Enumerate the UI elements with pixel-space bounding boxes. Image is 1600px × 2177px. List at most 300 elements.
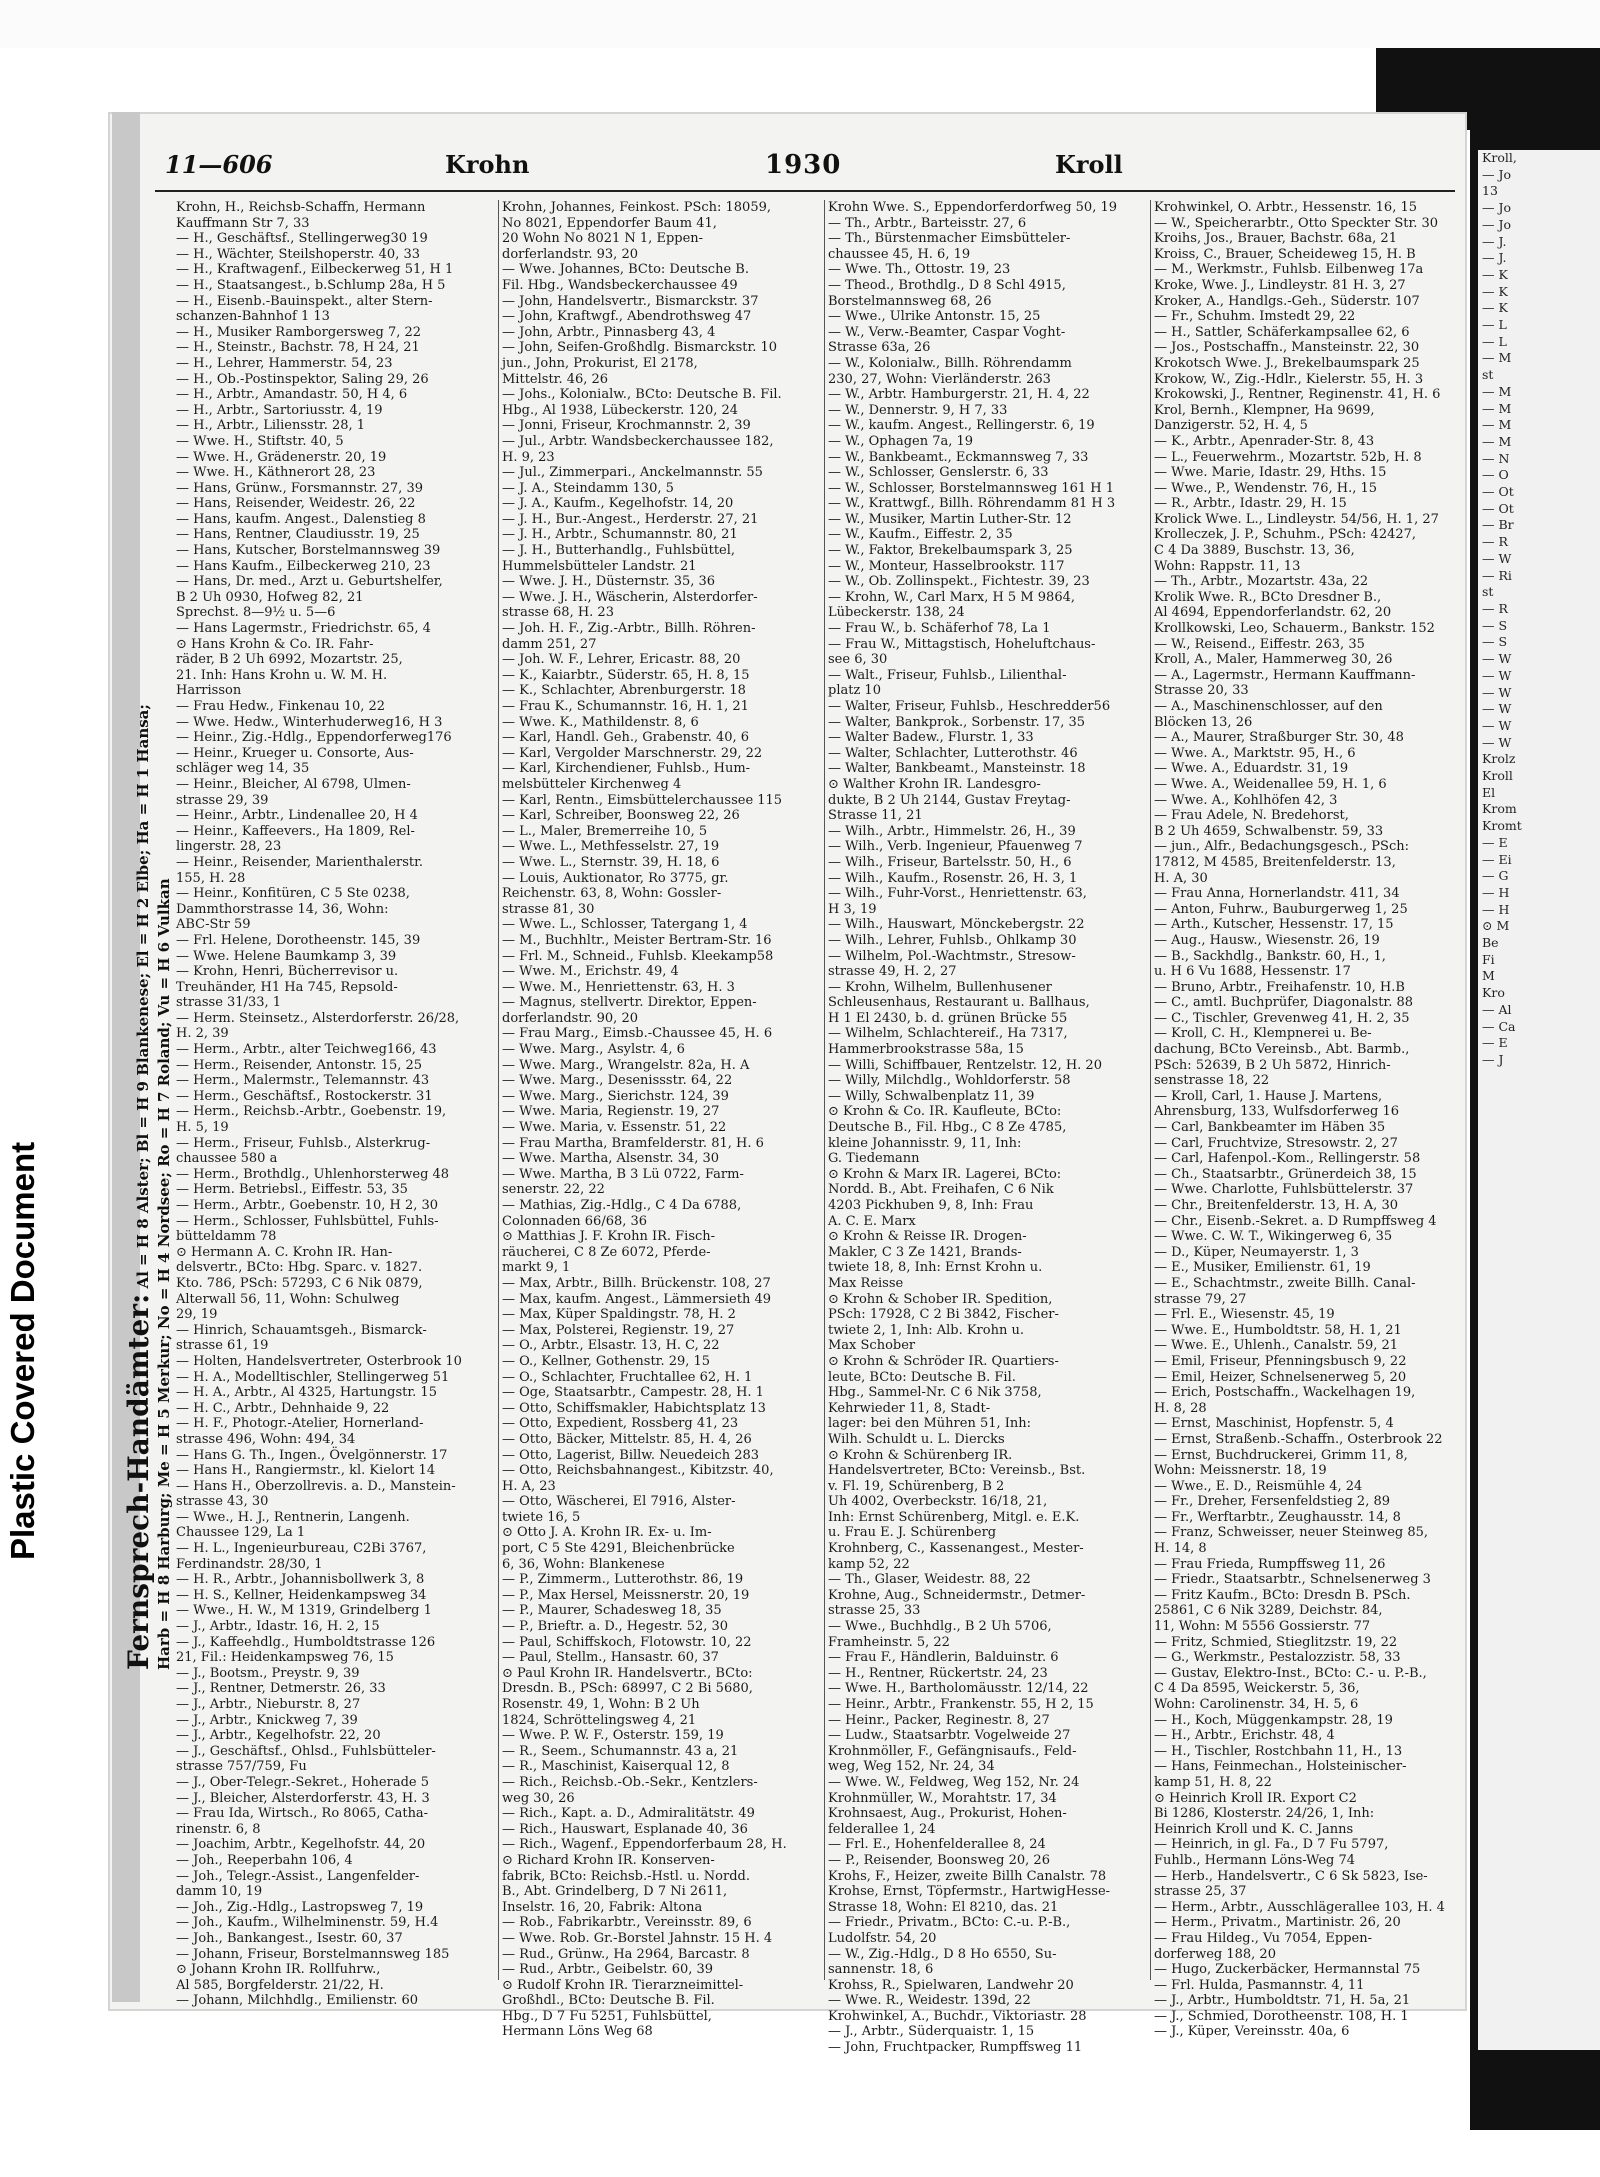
directory-entry-line: — Wilhelm, Pol.-Wachtmstr., Stresow-: [828, 948, 1076, 964]
adjacent-page-line: — M: [1482, 417, 1512, 433]
directory-entry-line: Krolick Wwe. L., Lindleystr. 54/56, H. 1, 27: [1154, 511, 1439, 527]
directory-entry-line: — J., Arbtr., Nieburstr. 8, 27: [176, 1697, 361, 1712]
adjacent-page-line: — K: [1482, 266, 1508, 282]
adjacent-page-line: 13: [1482, 183, 1498, 199]
directory-entry-line: — K., Schlachter, Abrenburgerstr. 18: [502, 683, 746, 699]
directory-entry-line: see 6, 30: [828, 652, 888, 668]
directory-entry-line: — W., Ob. Zollinspekt., Fichtestr. 39, 23: [828, 574, 1090, 590]
directory-entry-line: markt 9, 1: [502, 1260, 571, 1276]
directory-entry-line: — W., Monteur, Hasselbrookstr. 117: [828, 558, 1065, 574]
adjacent-page-fragment: [1478, 150, 1600, 2050]
directory-entry-line: Hammerbrookstrasse 58a, 15: [828, 1042, 1024, 1058]
directory-entry-line: Borstelmannsweg 68, 26: [828, 293, 992, 309]
directory-entry-line: — Karl, Vergolder Marschnerstr. 29, 22: [502, 745, 763, 761]
directory-entry-line: Alterwall 56, 11, Wohn: Schulweg: [176, 1291, 400, 1307]
directory-entry-line: — J. H., Bur.-Angest., Herderstr. 27, 21: [502, 511, 759, 527]
directory-entry-line: — Wwe. A., Eduardstr. 31, 19: [1154, 761, 1349, 777]
directory-entry-line: — Johs., Kolonialw., BCto: Deutsche B. Fil.: [502, 387, 782, 403]
directory-entry-line: dachung, BCto Vereinsb., Abt. Barmb.,: [1154, 1042, 1410, 1058]
directory-entry-line: — H. L., Ingenieurbureau, C2Bi 3767,: [176, 1541, 427, 1557]
directory-entry-line: ⊙ Krohn & Schürenberg IR.: [828, 1447, 1013, 1463]
directory-entry-line: — Heinr., Packer, Reginestr. 8, 27: [828, 1712, 1050, 1728]
directory-entry-line: 6, 36, Wohn: Blankenese: [502, 1556, 665, 1572]
directory-entry-line: Makler, C 3 Ze 1421, Brands-: [828, 1244, 1022, 1260]
directory-entry-line: — Wilh., Verb. Ingenieur, Pfauenweg 7: [828, 839, 1083, 855]
directory-entry-line: strasse 25, 33: [828, 1603, 921, 1619]
directory-entry-line: — Franz, Schweisser, neuer Steinweg 85,: [1154, 1525, 1429, 1541]
directory-entry-line: — W., Krattwgf., Billh. Röhrendamm 81 H 3: [828, 496, 1116, 512]
directory-entry-line: H. A, 23: [502, 1478, 556, 1494]
directory-entry-line: Krohse, Ernst, Töpfermstr., HartwigHesse-: [828, 1884, 1111, 1900]
directory-entry-line: — Wwe., H. W., M 1319, Grindelberg 1: [176, 1603, 432, 1619]
directory-entry-line: — Wilh., Friseur, Bartelsstr. 50, H., 6: [828, 854, 1072, 870]
directory-entry-line: — H., Kraftwagenf., Eilbeckerweg 51, H 1: [176, 262, 454, 278]
directory-entry-line: senstrasse 18, 22: [1154, 1073, 1270, 1089]
directory-entry-line: bütteldamm 78: [176, 1229, 277, 1245]
directory-entry-line: — Frau Hildeg., Vu 7054, Eppen-: [1154, 1930, 1373, 1946]
directory-entry-line: — Anton, Fuhrw., Bauburgerweg 1, 25: [1154, 901, 1408, 917]
directory-entry-line: — Johann, Friseur, Borstelmannsweg 185: [176, 1946, 450, 1962]
directory-entry-line: platz 10: [828, 683, 881, 699]
directory-entry-line: — Herm. Betriebsl., Eiffestr. 53, 35: [176, 1182, 408, 1198]
directory-entry-line: — Otto, Bäcker, Mittelstr. 85, H. 4, 26: [502, 1431, 752, 1447]
directory-entry-line: — Otto, Schiffsmakler, Habichtsplatz 13: [502, 1400, 766, 1416]
directory-entry-line: — Hinrich, Schauamtsgeh., Bismarck-: [176, 1322, 427, 1338]
directory-entry-line: — Ludw., Staatsarbtr. Vogelweide 27: [828, 1728, 1071, 1744]
directory-entry-line: — Rich., Wagenf., Eppendorferbaum 28, H.: [502, 1837, 787, 1853]
directory-entry-line: — Wwe. C. W. T., Wikingerweg 6, 35: [1154, 1229, 1393, 1245]
directory-entry-line: Dresdn. B., PSch: 68997, C 2 Bi 5680,: [502, 1681, 753, 1697]
directory-entry-line: — Heinr., Zig.-Hdlg., Eppendorferweg176: [176, 730, 452, 746]
directory-entry-line: Dammthorstrasse 14, 36, Wohn:: [176, 901, 389, 917]
directory-entry-line: Großhdl., BCto: Deutsche B. Fil.: [502, 1993, 715, 2009]
directory-entry-line: Framheinstr. 5, 22: [828, 1634, 950, 1650]
directory-entry-line: strasse 68, H. 23: [502, 605, 614, 621]
directory-entry-line: — H., Wächter, Steilshoperstr. 40, 33: [176, 246, 421, 262]
directory-entry-line: — Walter, Bankbeamt., Mansteinstr. 18: [828, 761, 1086, 777]
directory-entry-line: Krohwinkel, O. Arbtr., Hessenstr. 16, 15: [1154, 200, 1418, 215]
directory-entry-line: — Frau W., Mittagstisch, Hoheluftchaus-: [828, 636, 1096, 652]
directory-entry-line: Kroker, A., Handlgs.-Geh., Süderstr. 107: [1154, 293, 1420, 309]
directory-entry-line: Chaussee 129, La 1: [176, 1525, 306, 1541]
directory-entry-line: — M., Werkmstr., Fuhlsb. Eilbenweg 17a: [1154, 262, 1424, 278]
directory-entry-line: — Wilh., Lehrer, Fuhlsb., Ohlkamp 30: [828, 932, 1077, 948]
directory-entry-line: strasse 81, 30: [502, 901, 595, 917]
directory-entry-line: Krohwinkel, A., Buchdr., Viktoriastr. 28: [828, 2008, 1087, 2024]
directory-entry-line: twiete 18, 8, Inh: Ernst Krohn u.: [828, 1260, 1043, 1276]
adjacent-page-line: st: [1482, 367, 1494, 383]
directory-entry-line: Krohn, H., Reichsb-Schaffn, Hermann: [176, 200, 426, 215]
directory-entry-line: — W., Verw.-Beamter, Caspar Voght-: [828, 324, 1066, 340]
directory-entry-line: — Fritz, Schmied, Stieglitzstr. 19, 22: [1154, 1634, 1398, 1650]
directory-entry-line: — Hans, kaufm. Angest., Dalenstieg 8: [176, 511, 426, 527]
adjacent-page-line: — W: [1482, 734, 1512, 750]
directory-entry-line: ⊙ Walther Krohn IR. Landesgro-: [828, 776, 1041, 792]
directory-entry-line: delsvertr., BCto: Hbg. Sparc. v. 1827.: [176, 1260, 423, 1276]
directory-entry-line: — J. H., Butterhandlg., Fuhlsbüttel,: [502, 543, 736, 559]
directory-entry-line: — P., Zimmerm., Lutterothstr. 86, 19: [502, 1572, 744, 1588]
directory-entry-line: u. H 6 Vu 1688, Hessenstr. 17: [1154, 964, 1351, 980]
directory-entry-line: — H., Lehrer, Hammerstr. 54, 23: [176, 355, 393, 371]
adjacent-page-line: — Ot: [1482, 500, 1514, 516]
adjacent-page-line: st: [1482, 584, 1494, 600]
directory-entry-line: — Fr., Schuhm. Imstedt 29, 22: [1154, 309, 1356, 325]
directory-entry-line: — O., Kellner, Gothenstr. 29, 15: [502, 1353, 711, 1369]
directory-entry-line: Krohne, Aug., Schneidermstr., Detmer-: [828, 1587, 1086, 1603]
directory-entry-line: — Wwe. H., Grädenerstr. 20, 19: [176, 449, 387, 465]
directory-entry-line: — H. S., Kellner, Heidenkampsweg 34: [176, 1587, 427, 1603]
adjacent-page-line: — E: [1482, 834, 1508, 850]
directory-entry-line: — H. R., Arbtr., Johannisbollwerk 3, 8: [176, 1572, 425, 1588]
directory-entry-line: melsbütteler Kirchenweg 4: [502, 776, 682, 792]
directory-entry-line: — Wwe. Helene Baumkamp 3, 39: [176, 948, 397, 964]
directory-entry-line: — P., Reisender, Boonsweg 20, 26: [828, 1852, 1050, 1868]
directory-entry-line: — Heinr., Arbtr., Frankenstr. 55, H 2, 15: [828, 1697, 1094, 1712]
directory-entry-line: — M., Buchhltr., Meister Bertram-Str. 16: [502, 932, 772, 948]
directory-entry-line: Kto. 786, PSch: 57293, C 6 Nik 0879,: [176, 1275, 423, 1291]
directory-entry-line: C 4 Da 3889, Buschstr. 13, 36,: [1154, 543, 1355, 559]
directory-entry-line: — Herm., Arbtr., alter Teichweg166, 43: [176, 1042, 437, 1058]
adjacent-page-line: — Ri: [1482, 567, 1512, 583]
directory-entry-line: — Rob., Fabrikarbtr., Vereinsstr. 89, 6: [502, 1915, 752, 1931]
directory-entry-line: Hbg., Al 1938, Lübeckerstr. 120, 24: [502, 402, 739, 418]
directory-entry-line: Kroiss, C., Brauer, Scheideweg 15, H. B: [1154, 246, 1416, 262]
directory-entry-line: — Frau W., b. Schäferhof 78, La 1: [828, 621, 1051, 637]
directory-entry-line: G. Tiedemann: [828, 1151, 920, 1167]
directory-entry-line: — R., Arbtr., Idastr. 29, H. 15: [1154, 496, 1347, 512]
adjacent-page-line: — L: [1482, 333, 1507, 349]
directory-entry-line: — H., Arbtr., Sartoriusstr. 4, 19: [176, 402, 383, 418]
directory-column-2: [502, 200, 820, 2040]
header-year: 1930: [765, 150, 842, 180]
directory-entry-line: — H., Staatsangest., b.Schlump 28a, H 5: [176, 277, 446, 293]
directory-entry-line: — B., Sackhdlg., Bankstr. 60, H., 1,: [1154, 948, 1386, 964]
directory-entry-line: — Bruno, Arbtr., Freihafenstr. 10, H.B: [1154, 979, 1405, 995]
directory-entry-line: — Herm., Malermstr., Telemannstr. 43: [176, 1073, 430, 1089]
directory-entry-line: H. 14, 8: [1154, 1541, 1207, 1557]
directory-entry-line: schläger weg 14, 35: [176, 761, 310, 777]
directory-entry-line: — Fritz Kaufm., BCto: Dresdn B. PSch.: [1154, 1587, 1411, 1603]
directory-entry-line: 21, Fil.: Heidenkampsweg 76, 15: [176, 1650, 394, 1666]
directory-entry-line: — H. A., Modelltischler, Stellingerweg 51: [176, 1369, 450, 1385]
directory-entry-line: — Walter, Bankprok., Sorbenstr. 17, 35: [828, 714, 1086, 730]
directory-entry-line: B 2 Uh 0930, Hofweg 82, 21: [176, 589, 364, 605]
directory-entry-line: — C., amtl. Buchprüfer, Diagonalstr. 88: [1154, 995, 1414, 1011]
directory-entry-line: — John, Fruchtpacker, Rumpffsweg 11: [828, 2040, 1083, 2056]
directory-entry-line: — Joh., Telegr.-Assist., Langenfelder-: [176, 1868, 420, 1884]
directory-entry-line: ⊙ Rudolf Krohn IR. Tierarzneimittel-: [502, 1977, 744, 1993]
directory-entry-line: — Frau Anna, Hornerlandstr. 411, 34: [1154, 886, 1400, 902]
directory-entry-line: H. 5, 19: [176, 1120, 229, 1136]
directory-entry-line: — John, Handelsvertr., Bismarckstr. 37: [502, 293, 759, 309]
directory-entry-line: Krohss, R., Spielwaren, Landwehr 20: [828, 1977, 1074, 1993]
directory-entry-line: Harrisson: [176, 683, 242, 699]
directory-entry-line: — Wwe. Martha, Alsenstr. 34, 30: [502, 1151, 720, 1167]
directory-entry-line: — Frau Frieda, Rumpffsweg 11, 26: [1154, 1556, 1386, 1572]
directory-entry-line: — Herm., Reichsb.-Arbtr., Goebenstr. 19,: [176, 1104, 447, 1120]
directory-entry-line: — J., Bleicher, Alsterdorferstr. 43, H. 3: [176, 1790, 430, 1806]
directory-entry-line: Ludolfstr. 54, 20: [828, 1930, 937, 1946]
directory-entry-line: Kehrwieder 11, 8, Stadt-: [828, 1400, 991, 1416]
directory-entry-line: — Mathias, Zig.-Hdlg., C 4 Da 6788,: [502, 1198, 742, 1213]
directory-entry-line: — Wwe. Charlotte, Fuhlsbüttelerstr. 37: [1154, 1182, 1414, 1198]
directory-entry-line: — Hans, Rentner, Claudiusstr. 19, 25: [176, 527, 420, 543]
directory-entry-line: — Fr., Werftarbtr., Zeughausstr. 14, 8: [1154, 1509, 1401, 1525]
directory-entry-line: damm 10, 19: [176, 1884, 263, 1900]
directory-entry-line: — John, Kraftwgf., Abendrothsweg 47: [502, 309, 752, 325]
directory-entry-line: Strasse 11, 21: [828, 808, 923, 824]
directory-entry-line: dorferlandstr. 93, 20: [502, 246, 638, 262]
directory-entry-line: — Fr., Dreher, Fersenfeldstieg 2, 89: [1154, 1494, 1390, 1510]
directory-entry-line: — Jonni, Friseur, Krochmannstr. 2, 39: [502, 418, 751, 434]
directory-entry-line: — Walter, Schlachter, Lutterothstr. 46: [828, 745, 1078, 761]
adjacent-page-line: — M: [1482, 400, 1512, 416]
directory-entry-line: Krol, Bernh., Klempner, Ha 9699,: [1154, 402, 1375, 418]
directory-entry-line: — Hans, Grünw., Forsmannstr. 27, 39: [176, 480, 423, 496]
directory-entry-line: H 3, 19: [828, 901, 877, 917]
directory-entry-line: Rosenstr. 49, 1, Wohn: B 2 Uh: [502, 1697, 700, 1712]
directory-entry-line: 11, Wohn: M 5556 Gossierstr. 77: [1154, 1619, 1371, 1635]
directory-entry-line: — Wwe. E., Uhlenh., Canalstr. 59, 21: [1154, 1338, 1399, 1354]
directory-entry-line: Danzigerstr. 52, H. 4, 5: [1154, 418, 1308, 434]
directory-entry-line: — D., Küper, Neumayerstr. 1, 3: [1154, 1244, 1359, 1260]
directory-entry-line: Strasse 63a, 26: [828, 340, 931, 356]
directory-entry-line: — Joh., Reeperbahn 106, 4: [176, 1852, 353, 1868]
directory-entry-line: — H., Arbtr., Liliensstr. 28, 1: [176, 418, 366, 434]
directory-entry-line: ⊙ Paul Krohn IR. Handelsvertr., BCto:: [502, 1665, 753, 1681]
directory-entry-line: — Otto, Lagerist, Billw. Neuedeich 283: [502, 1447, 760, 1463]
directory-entry-line: strasse 29, 39: [176, 792, 269, 808]
directory-entry-line: — Wwe. R., Weidestr. 139d, 22: [828, 1993, 1031, 2009]
page-number: 11—606: [165, 150, 273, 179]
directory-entry-line: — Emil, Heizer, Schnelsenerweg 5, 20: [1154, 1369, 1407, 1385]
directory-entry-line: Strasse 18, Wohn: El 8210, das. 21: [828, 1899, 1059, 1915]
directory-entry-line: — Oge, Staatsarbtr., Campestr. 28, H. 1: [502, 1385, 764, 1401]
directory-entry-line: — Wwe. Maria, v. Essenstr. 51, 22: [502, 1120, 727, 1136]
directory-entry-line: — Herb., Handelsvertr., C 6 Sk 5823, Ise-: [1154, 1868, 1428, 1884]
directory-entry-line: dorferweg 188, 20: [1154, 1946, 1276, 1962]
directory-entry-line: — Kroll, Carl, 1. Hause J. Martens,: [1154, 1088, 1383, 1104]
directory-entry-line: — Wwe. Maria, Regienstr. 19, 27: [502, 1104, 720, 1120]
adjacent-page-line: — J.: [1482, 233, 1507, 249]
directory-entry-line: — Wwe. L., Methfesselstr. 27, 19: [502, 839, 720, 855]
adjacent-page-line: — W: [1482, 717, 1512, 733]
header-left-word: Krohn: [445, 150, 530, 179]
directory-entry-line: — Kroll, C. H., Klempnerei u. Be-: [1154, 1026, 1372, 1042]
adjacent-page-line: — Ot: [1482, 484, 1514, 500]
directory-entry-line: — Wwe. H., Käthnerort 28, 23: [176, 465, 376, 481]
directory-entry-line: strasse 757/759, Fu: [176, 1759, 307, 1775]
directory-entry-line: — J., Schmied, Dorotheenstr. 108, H. 1: [1154, 2008, 1409, 2024]
directory-columns: [176, 200, 1464, 2056]
directory-entry-line: — Wwe. Rob. Gr.-Borstel Jahnstr. 15 H. 4: [502, 1930, 773, 1946]
directory-entry-line: — K., Arbtr., Apenrader-Str. 8, 43: [1154, 433, 1375, 449]
directory-entry-line: — J., Ober-Telegr.-Sekret., Hoherade 5: [176, 1774, 430, 1790]
directory-entry-line: — J. A., Steindamm 130, 5: [502, 480, 674, 496]
directory-entry-line: — Frl. M., Schneid., Fuhlsb. Kleekamp58: [502, 948, 774, 964]
directory-entry-line: Hummelsbütteler Landstr. 21: [502, 558, 697, 574]
directory-entry-line: — Herm., Brothdlg., Uhlenhorsterweg 48: [176, 1166, 450, 1182]
directory-entry-line: — Wwe. M., Erichstr. 49, 4: [502, 964, 679, 980]
directory-entry-line: Krohnmüller, W., Morahtstr. 17, 34: [828, 1790, 1057, 1806]
directory-entry-line: 29, 19: [176, 1307, 218, 1323]
directory-entry-line: — Arth., Kutscher, Hessenstr. 17, 15: [1154, 917, 1394, 933]
adjacent-page-line: Krolz: [1482, 751, 1516, 767]
adjacent-page-line: — N: [1482, 450, 1510, 466]
directory-entry-line: — Hans, Kutscher, Borstelmannsweg 39: [176, 543, 441, 559]
directory-entry-line: — O., Arbtr., Elsastr. 13, H. C, 22: [502, 1338, 720, 1354]
directory-entry-line: Mittelstr. 46, 26: [502, 371, 609, 387]
directory-entry-line: — Paul, Stellm., Hansastr. 60, 37: [502, 1650, 719, 1666]
directory-entry-line: Wohn: Carolinenstr. 34, H. 5, 6: [1154, 1697, 1359, 1712]
directory-entry-line: — J., Kaffeehdlg., Humboldtstrasse 126: [176, 1634, 436, 1650]
directory-entry-line: ⊙ Krohn & Marx IR. Lagerei, BCto:: [828, 1166, 1062, 1182]
directory-entry-line: — Heinr., Konfitüren, C 5 Ste 0238,: [176, 886, 410, 902]
directory-entry-line: Al 4694, Eppendorferlandstr. 62, 20: [1154, 605, 1392, 621]
directory-entry-line: rinenstr. 6, 8: [176, 1821, 261, 1837]
directory-entry-line: Handelsvertreter, BCto: Vereinsb., Bst.: [828, 1463, 1086, 1479]
directory-entry-line: No 8021, Eppendorfer Baum 41,: [502, 215, 717, 231]
directory-entry-line: — R., Maschinist, Kaiserqual 12, 8: [502, 1759, 730, 1775]
directory-entry-line: — H., Arbtr., Amandastr. 50, H 4, 6: [176, 387, 408, 403]
directory-entry-line: ⊙ Hermann A. C. Krohn IR. Han-: [176, 1244, 393, 1260]
adjacent-page-line: — W: [1482, 651, 1512, 667]
directory-entry-line: kamp 52, 22: [828, 1556, 910, 1572]
directory-entry-line: — Joachim, Arbtr., Kegelhofstr. 44, 20: [176, 1837, 426, 1853]
directory-entry-line: — Magnus, stellvertr. Direktor, Eppen-: [502, 995, 757, 1011]
directory-entry-line: — Hans G. Th., Ingen., Övelgönnerstr. 17: [176, 1447, 448, 1463]
directory-entry-line: — Carl, Hafenpol.-Kom., Rellingerstr. 58: [1154, 1151, 1421, 1167]
directory-entry-line: — Heinr., Krueger u. Consorte, Aus-: [176, 745, 414, 761]
adjacent-page-line: — E: [1482, 1035, 1508, 1051]
directory-entry-line: — W., Kolonialw., Billh. Röhrendamm: [828, 355, 1072, 371]
directory-entry-line: 4203 Pickhuben 9, 8, Inh: Frau: [828, 1198, 1034, 1213]
adjacent-page-line: — Ca: [1482, 1018, 1516, 1034]
directory-entry-line: — Th., Glaser, Weidestr. 88, 22: [828, 1572, 1031, 1588]
directory-entry-line: Krokow, W., Zig.-Hdlr., Kielerstr. 55, H. 3: [1154, 371, 1424, 387]
directory-entry-line: — Wilhelm, Schlachtereif., Ha 7317,: [828, 1026, 1068, 1042]
directory-entry-line: 25861, C 6 Nik 3289, Deichstr. 84,: [1154, 1603, 1383, 1619]
directory-entry-line: — H. C., Arbtr., Dehnhaide 9, 22: [176, 1400, 390, 1416]
directory-entry-line: — Wwe. Marie, Idastr. 29, Hths. 15: [1154, 465, 1387, 481]
adjacent-page-line: — R: [1482, 600, 1508, 616]
directory-entry-line: Kroke, Wwe. J., Lindleystr. 81 H. 3, 27: [1154, 277, 1406, 293]
directory-entry-line: — Wwe. A., Marktstr. 95, H., 6: [1154, 745, 1356, 761]
directory-entry-line: — Krohn, W., Carl Marx, H 5 M 9864,: [828, 589, 1075, 605]
directory-entry-line: — Herm. Steinsetz., Alsterdorferstr. 26/28,: [176, 1010, 460, 1026]
directory-entry-line: strasse 61, 19: [176, 1338, 269, 1354]
directory-entry-line: lager: bei den Mühren 51, Inh:: [828, 1416, 1032, 1432]
directory-entry-line: Blöcken 13, 26: [1154, 714, 1253, 730]
directory-entry-line: ⊙ Richard Krohn IR. Konserven-: [502, 1852, 715, 1868]
directory-entry-line: — H., Musiker Ramborgersweg 7, 22: [176, 324, 422, 340]
directory-entry-line: Reichenstr. 63, 8, Wohn: Gossler-: [502, 886, 722, 902]
directory-entry-line: dorferlandstr. 90, 20: [502, 1010, 638, 1026]
directory-entry-line: Ahrensburg, 133, Wulfsdorferweg 16: [1154, 1104, 1400, 1120]
directory-entry-line: — W., Kaufm., Eiffestr. 2, 35: [828, 527, 1013, 543]
directory-entry-line: — Frau Adele, N. Bredehorst,: [1154, 808, 1349, 824]
directory-entry-line: — J., Arbtr., Idastr. 16, H. 2, 15: [176, 1619, 380, 1635]
directory-entry-line: — J., Arbtr., Kegelhofstr. 22, 20: [176, 1728, 381, 1744]
directory-entry-line: — J. H., Arbtr., Schumannstr. 80, 21: [502, 527, 738, 543]
page-header: [155, 150, 1460, 194]
directory-entry-line: Krohn Wwe. S., Eppendorferdorfweg 50, 19: [828, 200, 1117, 215]
adjacent-page-line: Kroll,: [1482, 150, 1517, 165]
directory-entry-line: PSch: 17928, C 2 Bi 3842, Fischer-: [828, 1307, 1059, 1323]
directory-entry-line: Fil. Hbg., Wandsbeckerchaussee 49: [502, 277, 738, 293]
directory-entry-line: ⊙ Krohn & Schober IR. Spedition,: [828, 1291, 1053, 1307]
directory-entry-line: — Joh. H. F., Zig.-Arbtr., Billh. Röhren-: [502, 621, 756, 637]
directory-entry-line: Hermann Löns Weg 68: [502, 2024, 653, 2040]
directory-column-4: [1154, 200, 1472, 2040]
directory-entry-line: A. C. E. Marx: [828, 1213, 916, 1229]
directory-entry-line: strasse 496, Wohn: 494, 34: [176, 1431, 356, 1447]
directory-entry-line: — A., Maurer, Straßburger Str. 30, 48: [1154, 730, 1404, 746]
legend-text-2: [154, 878, 173, 1670]
directory-entry-line: strasse 25, 37: [1154, 1884, 1247, 1900]
directory-entry-line: — Wwe., H. J., Rentnerin, Langenh.: [176, 1509, 410, 1525]
adjacent-page-line: — Jo: [1482, 216, 1512, 232]
directory-entry-line: — G., Werkmstr., Pestalozzistr. 58, 33: [1154, 1650, 1401, 1666]
directory-entry-line: — Carl, Fruchtvize, Stresowstr. 2, 27: [1154, 1135, 1398, 1151]
adjacent-page-line: — W: [1482, 667, 1512, 683]
directory-entry-line: — Hans H., Oberzollrevis. a. D., Manstein-: [176, 1478, 456, 1494]
directory-column-3: [828, 200, 1146, 2056]
directory-column-1: [176, 200, 494, 2009]
directory-entry-line: Krolleczek, J. P., Schuhm., PSch: 42427,: [1154, 527, 1417, 543]
directory-entry-line: — K., Kaiarbtr., Süderstr. 65, H. 8, 15: [502, 667, 750, 683]
directory-entry-line: — R., Seem., Schumannstr. 43 a, 21: [502, 1743, 739, 1759]
directory-entry-line: — H. F., Photogr.-Atelier, Hornerland-: [176, 1416, 424, 1432]
directory-entry-line: — J., Arbtr., Humboldtstr. 71, H. 5a, 21: [1154, 1993, 1411, 2009]
directory-entry-line: u. Frau E. J. Schürenberg: [828, 1525, 997, 1541]
directory-entry-line: — Herm., Arbtr., Goebenstr. 10, H 2, 30: [176, 1198, 439, 1213]
directory-entry-line: — H., Ob.-Postinspektor, Saling 29, 26: [176, 371, 429, 387]
adjacent-page-line: — M: [1482, 433, 1512, 449]
directory-entry-line: chaussee 580 a: [176, 1151, 278, 1167]
scan-background-top: [0, 0, 1600, 48]
adjacent-page-line: Krom: [1482, 801, 1517, 817]
directory-entry-line: — John, Arbtr., Pinnasberg 43, 4: [502, 324, 716, 340]
directory-entry-line: — Herm., Privatm., Martinistr. 26, 20: [1154, 1915, 1401, 1931]
directory-entry-line: — H., Geschäftsf., Stellingerweg30 19: [176, 231, 428, 247]
directory-entry-line: — Wwe., Buchhdlg., B 2 Uh 5706,: [828, 1619, 1052, 1635]
directory-entry-line: — Willy, Schwalbenplatz 11, 39: [828, 1088, 1035, 1104]
adjacent-page-line: — Jo: [1482, 166, 1512, 182]
directory-entry-line: ⊙ Otto J. A. Krohn IR. Ex- u. Im-: [502, 1525, 712, 1541]
directory-entry-line: twiete 16, 5: [502, 1509, 581, 1525]
directory-entry-line: — Herm., Arbtr., Ausschlägerallee 103, H. 4: [1154, 1899, 1445, 1915]
directory-entry-line: Wohn: Rappstr. 11, 13: [1154, 558, 1301, 574]
directory-entry-line: weg 30, 26: [502, 1790, 575, 1806]
directory-entry-line: — P., Max Hersel, Meissnerstr. 20, 19: [502, 1587, 750, 1603]
directory-entry-line: B 2 Uh 4659, Schwalbenstr. 59, 33: [1154, 823, 1384, 839]
directory-entry-line: — Carl, Bankbeamter im Häben 35: [1154, 1120, 1386, 1136]
directory-entry-line: Uh 4002, Overbeckstr. 16/18, 21,: [828, 1494, 1048, 1510]
legend-line-2: Harb = H 8 Harburg; Me = H 5 Merkur; No = H 4 Nordsee; Ro = H 7 Roland; Vu = H 6 Vulkan: [155, 878, 173, 1670]
directory-entry-line: ⊙ Heinrich Kroll IR. Export C2: [1154, 1790, 1357, 1806]
directory-entry-line: — H., Rentner, Rückertstr. 24, 23: [828, 1665, 1048, 1681]
directory-entry-line: H. 8, 28: [1154, 1400, 1207, 1416]
directory-entry-line: — J., Arbtr., Süderquaistr. 1, 15: [828, 2024, 1035, 2040]
directory-entry-line: — Frau Martha, Bramfelderstr. 81, H. 6: [502, 1135, 764, 1151]
directory-entry-line: — Karl, Kirchendiener, Fuhlsb., Hum-: [502, 761, 751, 777]
directory-entry-line: port, C 5 Ste 4291, Bleichenbrücke: [502, 1541, 735, 1557]
directory-entry-line: Fuhlb., Hermann Löns-Weg 74: [1154, 1852, 1356, 1868]
directory-entry-line: — Walt., Friseur, Fuhlsb., Lilienthal-: [828, 667, 1067, 683]
directory-entry-line: ⊙ Hans Krohn & Co. IR. Fahr-: [176, 636, 374, 652]
directory-entry-line: fabrik, BCto: Reichsb.-Hstl. u. Nordd.: [502, 1868, 750, 1884]
